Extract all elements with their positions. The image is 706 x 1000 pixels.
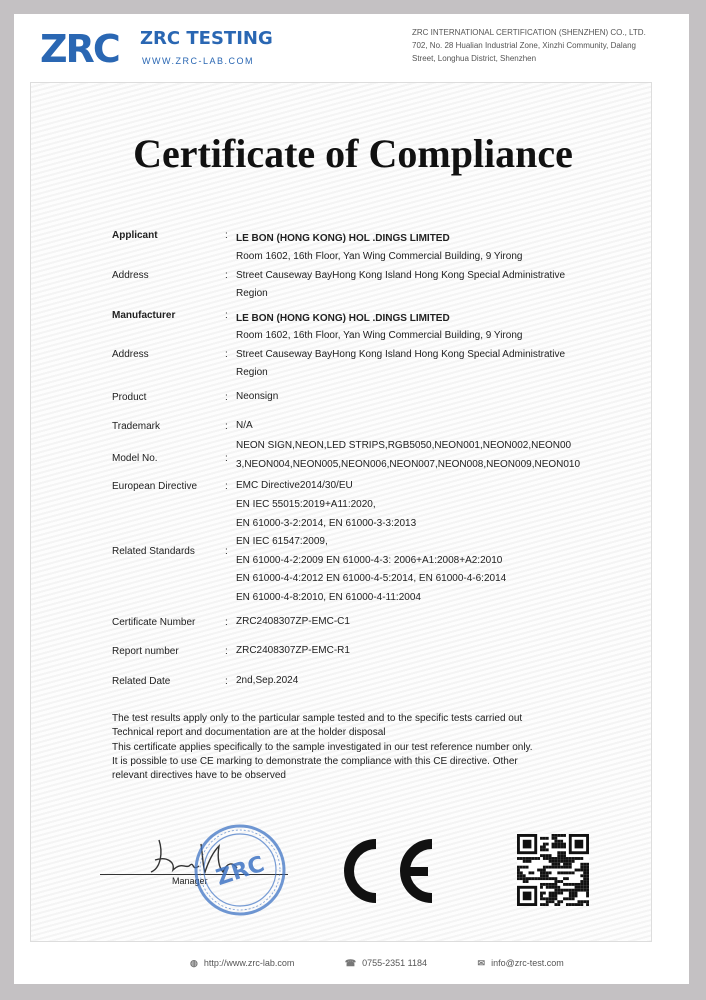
model-label: Model No. [112,453,158,464]
signatory-role: Manager [172,876,208,886]
svg-text:ZRC: ZRC [40,27,119,70]
certificate-footer [190,958,612,969]
related-date-label: Related Date [112,676,171,687]
related-date-value: 2nd,Sep.2024 [236,675,299,686]
directive-label: European Directive [112,481,198,492]
trademark-value: N/A [236,420,253,431]
applicant-address-label: Address [112,270,149,281]
phone-contact [345,958,451,968]
email-text: info@zrc-test.com [491,958,564,968]
company-stamp [192,822,288,918]
manufacturer-value: LE BON (HONG KONG) HOL .DINGS LIMITED [236,313,450,324]
manufacturer-address-value: Room 1602, 16th Floor, Yan Wing Commercial Building, 9 Yirong Street Causeway BayHong Kong Island Hong Kong Special Administrative Region [236,330,566,378]
applicant-value: LE BON (HONG KONG) HOL .DINGS LIMITED [236,233,450,244]
note-line: This certificate applies specifically to the sample investigated in our test reference number only. [112,741,533,753]
svg-text:ZRC: ZRC [213,851,268,891]
report-number-label: Report number [112,646,179,657]
company-address-line: Street, Longhua District, Shenzhen [412,54,537,63]
mail-icon: ✉ [477,958,486,968]
product-label: Product [112,392,147,403]
company-address-line: ZRC INTERNATIONAL CERTIFICATION (SHENZHEN) CO., LTD. [412,28,646,37]
product-value: Neonsign [236,391,279,402]
standards-label: Related Standards [112,546,195,557]
trademark-label: Trademark [112,421,160,432]
website-text: http://www.zrc-lab.com [203,958,295,968]
website-contact [190,958,318,968]
certificate-title: Certificate of Compliance [133,131,573,176]
manufacturer-address-label: Address [112,349,149,360]
qr-code [517,834,589,906]
phone-icon: ☎ [344,958,357,968]
note-line: The test results apply only to the particular sample tested and to the specific tests carried out [112,713,523,724]
applicant-address-value: Room 1602, 16th Floor, Yan Wing Commercial Building, 9 Yirong Street Causeway BayHong Kong Island Hong Kong Special Administrative Region [236,251,566,299]
brand-name: ZRC TESTING [140,28,273,49]
ce-mark [340,838,438,904]
model-value: NEON SIGN,NEON,LED STRIPS,RGB5050,NEON001,NEON002,NEON00 3,NEON004,NEON005,NEON006,NEON007,NEON008,NEON009,NEON010 [236,440,581,470]
certificate-number-value: ZRC2408307ZP-EMC-C1 [236,616,350,627]
standards-value: EN IEC 55015:2019+A11:2020, EN 61000-3-2:2014, EN 61000-3-3:2013 EN IEC 61547:2009, EN 61000-4-2:2009 EN 61000-4-3: 2006+A1:2008+A2:2010 EN 61000-4-4:2012 EN 61000-4-5:2014, EN 61000-4-6:2014 EN 61000-4-8:2010, EN 61000-4-11:2004 [236,499,507,603]
certificate-number-label: Certificate Number [112,617,196,628]
report-number-value: ZRC2408307ZP-EMC-R1 [236,645,350,656]
email-contact [478,958,588,968]
compliance-notes [112,712,582,783]
directive-value: EMC Directive2014/30/EU [236,480,353,491]
note-line: It is possible to use CE marking to demonstrate the compliance with this CE directive. Other [112,755,518,767]
company-address-line: 702, No. 28 Hualian Industrial Zone, Xinzhi Community, Dalang [412,41,636,50]
brand-url: WWW.ZRC-LAB.COM [142,56,254,66]
note-line: relevant directives have to be observed [112,770,286,782]
manufacturer-label: Manufacturer [112,310,176,321]
note-line: Technical report and documentation are at the holder disposal [112,727,386,739]
company-address [412,26,662,65]
zrc-logo [40,24,280,74]
zrc-logo-mark [40,24,136,70]
applicant-label: Applicant [112,230,158,241]
phone-text: 0755-2351 1184 [362,958,428,968]
globe-icon: ◍ [190,958,198,968]
